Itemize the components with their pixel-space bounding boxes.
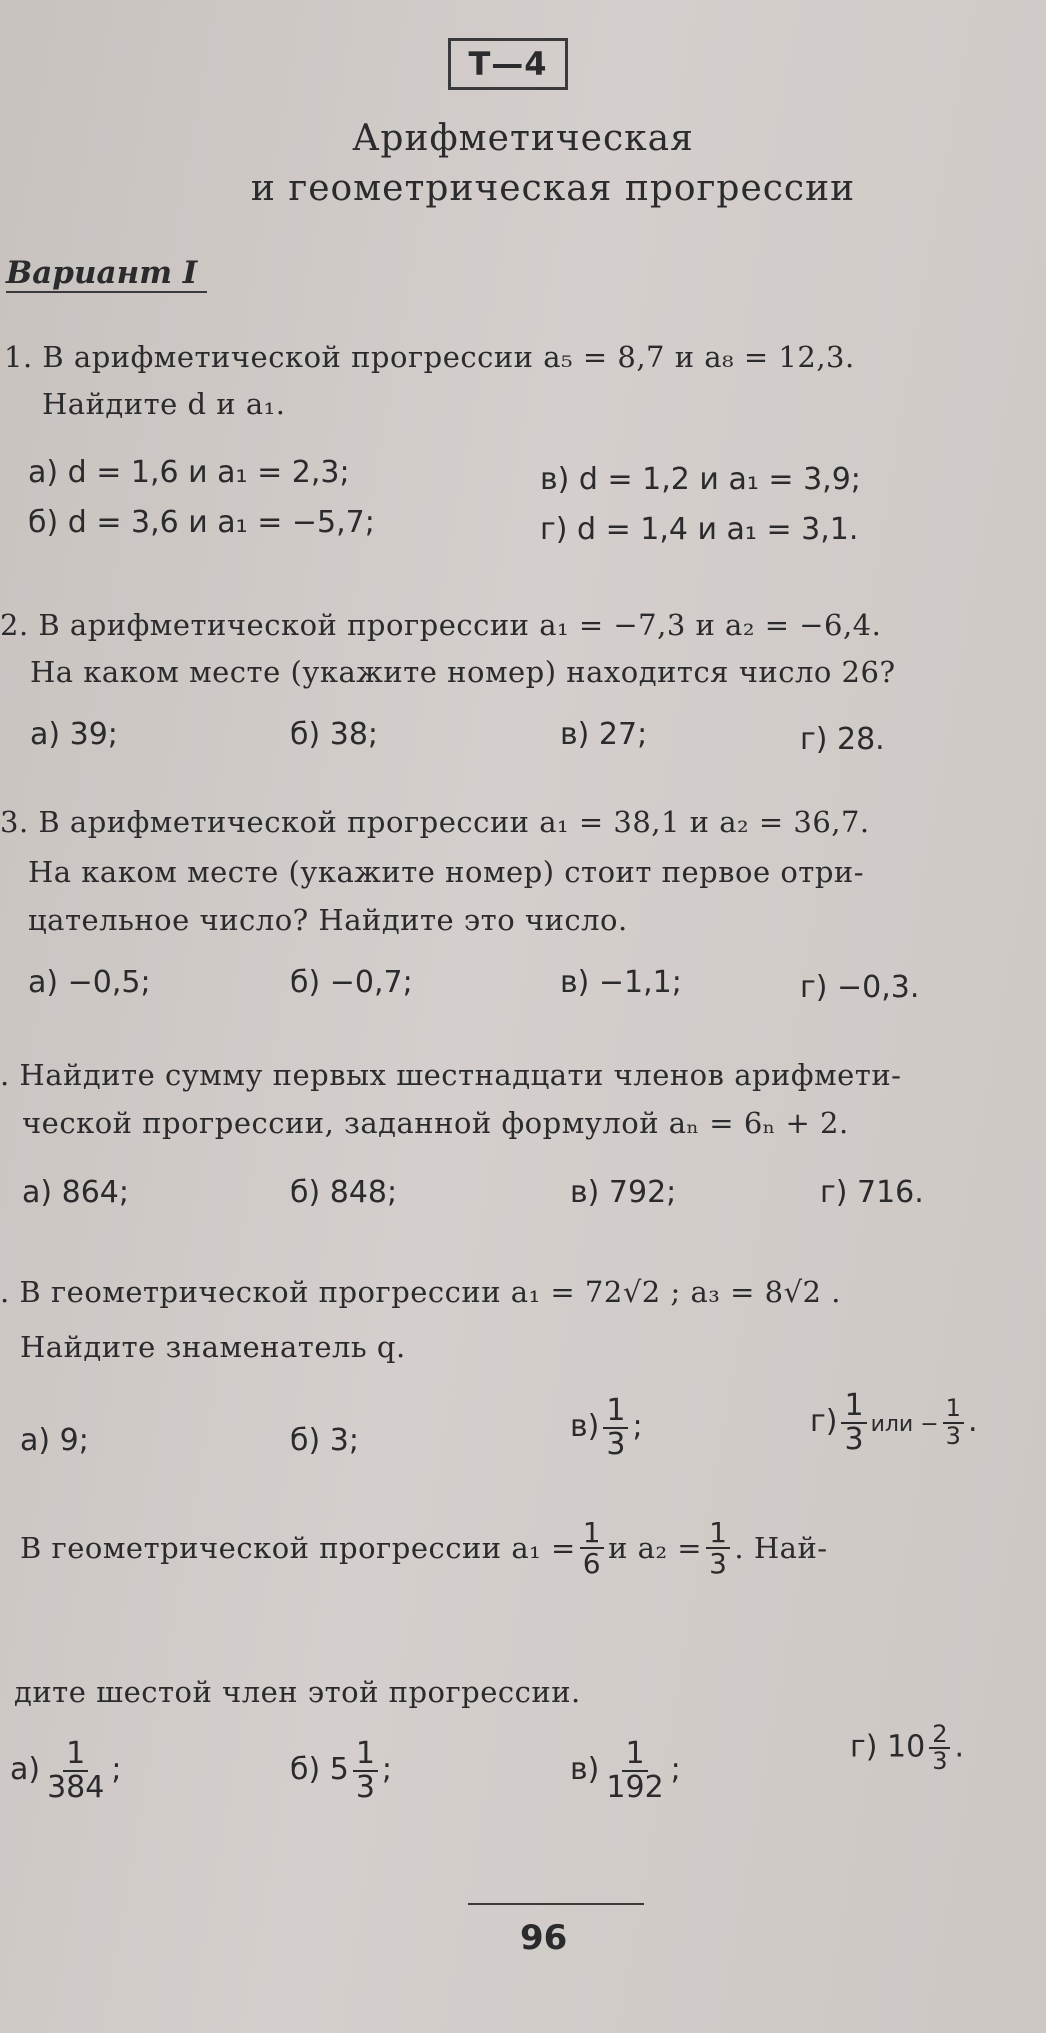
q5-v-num: 1 <box>603 1395 628 1429</box>
q5-g-num2: 1 <box>943 1396 964 1423</box>
q3-option-a: а) −0,5; <box>28 965 151 1000</box>
q5-line-1: . В геометрической прогрессии a₁ = 72√2 ; a₃ = 8√2 . <box>0 1275 841 1309</box>
q5-g-den1: 3 <box>844 1421 864 1457</box>
q5-v-fraction <box>603 1395 628 1460</box>
q2-line-2: На каком месте (укажите номер) находится число 26? <box>30 655 896 689</box>
q2-line-1: 2. В арифметической прогрессии a₁ = −7,3 и a₂ = −6,4. <box>0 608 882 642</box>
footer-divider <box>468 1903 644 1905</box>
q6-b-label: б) 5 <box>290 1752 349 1787</box>
q4-line-1: . Найдите сумму первых шестнадцати членов арифмети- <box>0 1058 902 1092</box>
q6-line1-start: В геометрической прогрессии a₁ = <box>20 1531 576 1566</box>
q6-v-tail: ; <box>670 1752 681 1787</box>
q5-v-label: в) <box>570 1409 600 1444</box>
q6-option-b <box>290 1738 392 1803</box>
q6-line-1 <box>20 1518 828 1579</box>
q4-option-a: а) 864; <box>22 1175 129 1210</box>
q6-f1-den: 6 <box>582 1547 602 1581</box>
q6-g-num: 2 <box>929 1722 950 1749</box>
q5-option-v <box>570 1395 643 1460</box>
q1-option-g: г) d = 1,4 и a₁ = 3,1. <box>540 512 859 547</box>
q5-v-tail: ; <box>632 1409 643 1444</box>
q3-option-v: в) −1,1; <box>560 965 682 1000</box>
q6-b-num: 1 <box>353 1738 378 1772</box>
q6-v-num: 1 <box>622 1738 647 1772</box>
q6-g-fraction <box>929 1722 950 1774</box>
q6-v-label: в) <box>570 1752 600 1787</box>
q5-v-den: 3 <box>606 1426 626 1462</box>
q5-g-tail: . <box>967 1404 978 1439</box>
q6-a2-fraction <box>706 1518 730 1579</box>
q4-option-v: в) 792; <box>570 1175 677 1210</box>
q6-a-num: 1 <box>63 1738 88 1772</box>
q6-v-den: 192 <box>606 1769 664 1805</box>
q5-g-num1: 1 <box>841 1390 866 1424</box>
variant-heading: Вариант I <box>6 255 207 293</box>
q2-option-a: а) 39; <box>30 717 118 752</box>
q3-option-b: б) −0,7; <box>290 965 413 1000</box>
q4-option-b: б) 848; <box>290 1175 398 1210</box>
q1-line-1: 1. В арифметической прогрессии a₅ = 8,7 и a₈ = 12,3. <box>4 340 855 374</box>
q5-option-b: б) 3; <box>290 1423 359 1458</box>
q6-f1-num: 1 <box>580 1518 604 1549</box>
q6-g-label: г) 10 <box>850 1729 926 1765</box>
q5-g-den2: 3 <box>945 1421 961 1450</box>
title-line-1: Арифметическая <box>352 118 694 159</box>
q6-g-den: 3 <box>932 1747 948 1776</box>
q1-line-2: Найдите d и a₁. <box>42 387 286 421</box>
q3-line-3: цательное число? Найдите это число. <box>28 903 628 937</box>
q6-line1-end: . Най- <box>734 1531 828 1566</box>
q6-b-den: 3 <box>355 1769 375 1805</box>
q1-option-a: а) d = 1,6 и a₁ = 2,3; <box>28 455 350 490</box>
q3-line-1: 3. В арифметической прогрессии a₁ = 38,1 и a₂ = 36,7. <box>0 805 870 839</box>
q6-v-fraction <box>603 1738 666 1803</box>
q6-line1-mid: и a₂ = <box>608 1531 703 1566</box>
q6-a-fraction <box>44 1738 107 1803</box>
q5-g-fraction-2 <box>943 1396 964 1448</box>
q6-line-2: дите шестой член этой прогрессии. <box>14 1675 581 1709</box>
q6-option-v <box>570 1738 681 1803</box>
q5-g-fraction-1 <box>841 1390 866 1455</box>
q5-g-mid: или − <box>870 1412 939 1437</box>
q3-line-2: На каком месте (укажите номер) стоит первое отри- <box>28 855 865 889</box>
title-line-2: и геометрическая прогрессии <box>250 168 856 209</box>
q6-option-a <box>10 1738 121 1803</box>
q6-g-tail: . <box>954 1729 965 1765</box>
q2-option-v: в) 27; <box>560 717 648 752</box>
q2-option-b: б) 38; <box>290 717 379 752</box>
q5-option-a: а) 9; <box>20 1423 89 1458</box>
q4-option-g: г) 716. <box>820 1175 924 1210</box>
q2-option-g: г) 28. <box>800 722 885 757</box>
q5-option-g <box>810 1390 977 1455</box>
test-badge: Т—4 <box>448 38 568 90</box>
q6-option-g <box>850 1722 964 1774</box>
q4-line-2: ческой прогрессии, заданной формулой aₙ = 6ₙ + 2. <box>22 1106 849 1140</box>
q6-a-tail: ; <box>111 1752 122 1787</box>
q6-a-label: а) <box>10 1752 41 1787</box>
q6-f2-den: 3 <box>709 1547 728 1581</box>
q6-f2-num: 1 <box>706 1518 730 1549</box>
q6-b-fraction <box>353 1738 378 1803</box>
q1-option-b: б) d = 3,6 и a₁ = −5,7; <box>28 505 375 540</box>
q3-option-g: г) −0,3. <box>800 970 920 1005</box>
q5-line-2: Найдите знаменатель q. <box>20 1330 406 1364</box>
page-number: 96 <box>520 1918 568 1958</box>
q5-g-label: г) <box>810 1404 838 1439</box>
q6-a1-fraction <box>580 1518 604 1579</box>
q6-b-tail: ; <box>381 1752 393 1787</box>
q1-option-v: в) d = 1,2 и a₁ = 3,9; <box>540 462 861 497</box>
q6-a-den: 384 <box>47 1769 105 1805</box>
